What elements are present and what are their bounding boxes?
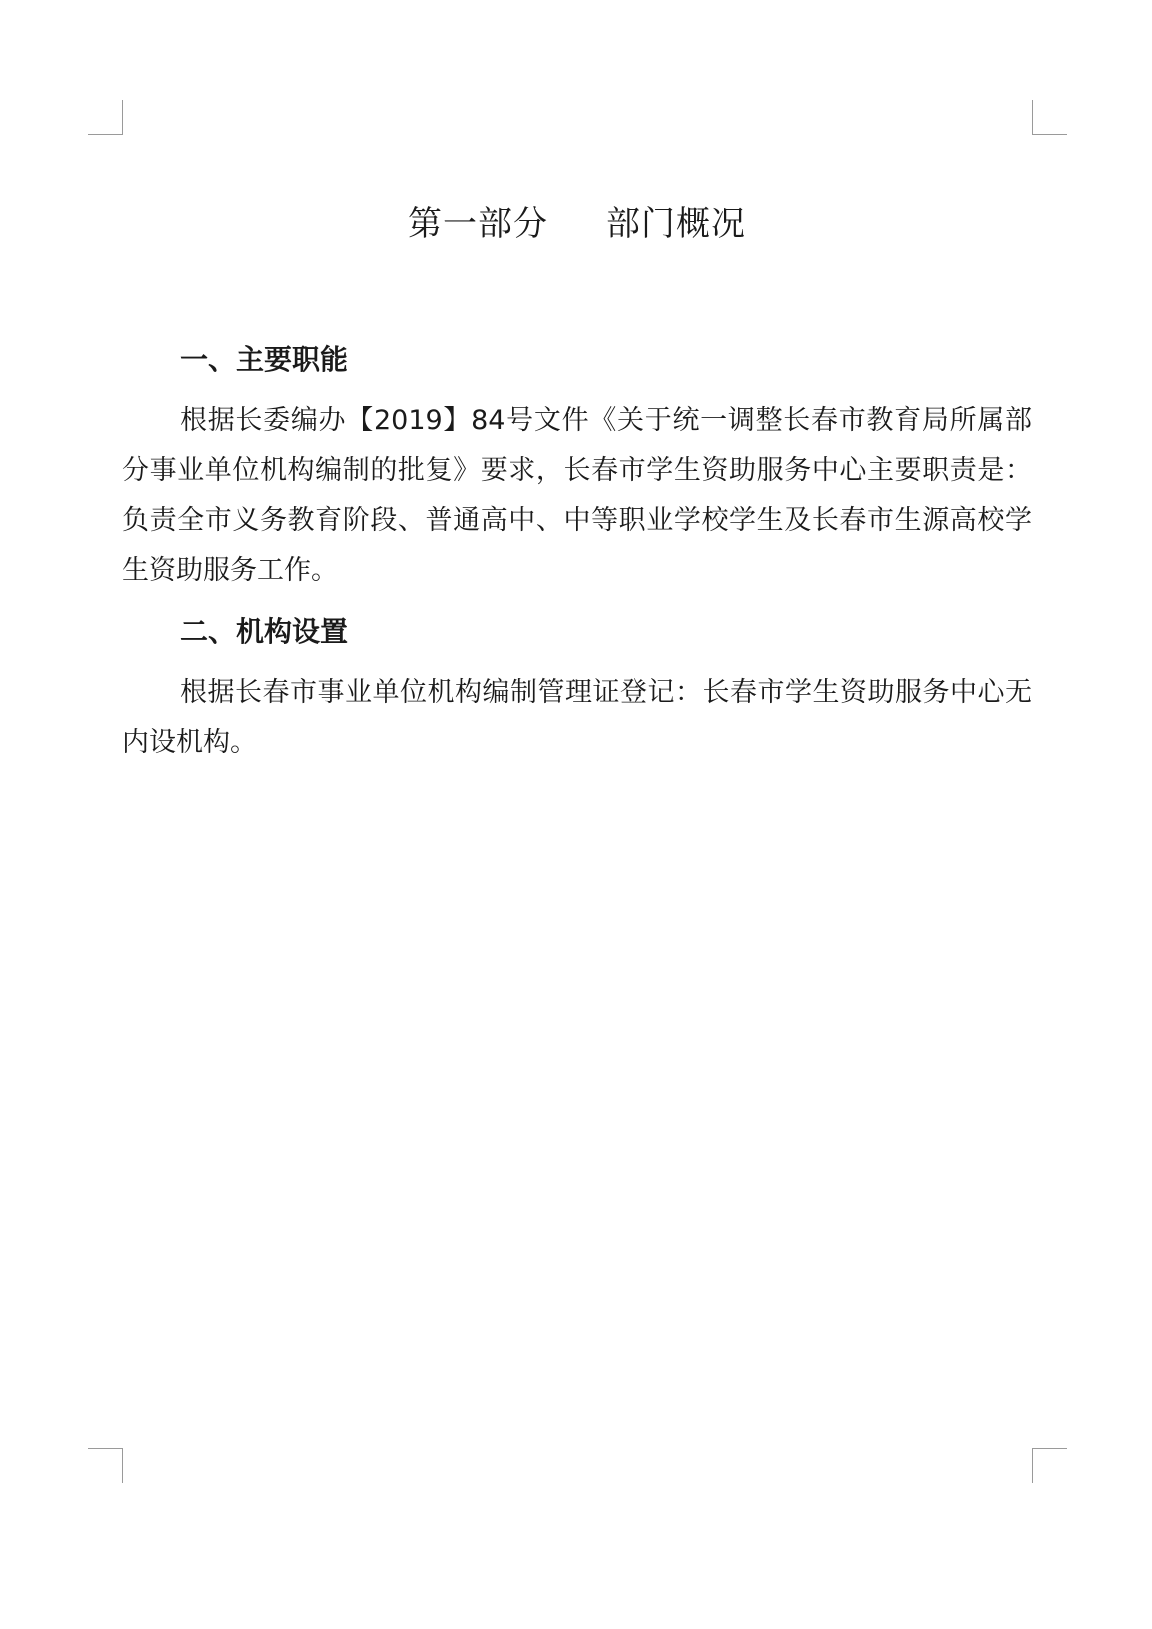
title-part-one: 第一部分 (408, 204, 548, 244)
section-paragraph: 根据长春市事业单位机构编制管理证登记：长春市学生资助服务中心无内设机构。 (122, 677, 1032, 758)
document-body (122, 200, 1032, 784)
crop-mark-bottom-left (88, 1448, 123, 1483)
section-paragraph: 根据长委编办【2019】84号文件《关于统一调整长春市教育局所属部分事业单位机构编制的批复》要求，长春市学生资助服务中心主要职责是：负责全市义务教育阶段、普通高中、中等职业学校学生及长春市生源高校学生资助服务工作。 (122, 405, 1032, 586)
title-part-two: 部门概况 (606, 204, 746, 244)
section-main-functions (122, 340, 1032, 596)
section-heading: 二、机构设置 (180, 615, 349, 648)
crop-mark-bottom-right (1032, 1448, 1067, 1483)
section-organization (122, 612, 1032, 768)
crop-mark-top-left (88, 100, 123, 135)
crop-mark-top-right (1032, 100, 1067, 135)
page-title (122, 200, 1032, 248)
section-heading: 一、主要职能 (180, 343, 349, 376)
